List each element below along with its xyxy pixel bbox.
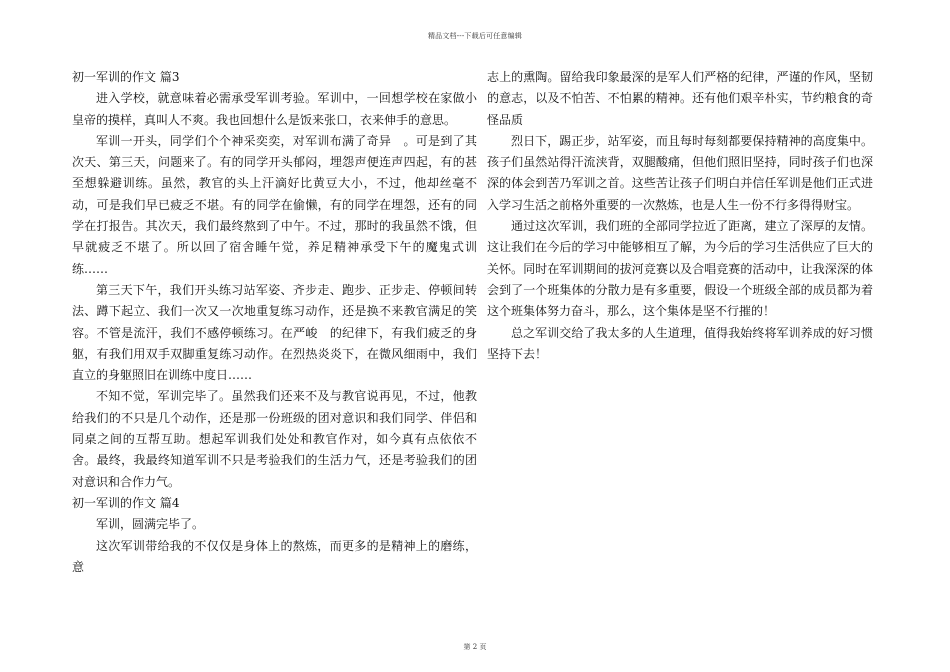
page-number: 第 2 页 (463, 643, 487, 651)
paragraph: 第三天下午，我们开头练习站军姿、齐步走、跑步、正步走、停顿间转法、蹲下起立、我们一次又一次地重复练习动作，还是换不来教官满足的笑容。不管是流汗，我们不感停顿练习。在严峻 的纪律下，有我们疲乏的身躯，有我们用双手双脚重复练习动作。在烈热炎炎下，在微风细雨中，我们直立的身躯照旧在训练中度日…… (72, 282, 477, 383)
paragraph: 这次军训带给我的不仅仅是身体上的熬炼，而更多的是精神上的磨练，意 (72, 538, 477, 574)
paragraph: 军训，圆满完毕了。 (96, 517, 205, 532)
paragraph: 总之军训交给了我太多的人生道理，值得我始终将军训养成的好习惯坚持下去！ (487, 325, 873, 361)
paragraph-continued: 志上的熏陶。留给我印象最深的是军人们严格的纪律，严谨的作风，坚韧的意志，以及不怕苦、不怕累的精神。还有他们艰辛朴实，节约粮食的奇怪品质 (487, 70, 873, 127)
essay-heading-4: 初一军训的作文 篇4 (72, 495, 180, 510)
paragraph: 不知不觉，军训完毕了。虽然我们还来不及与教官说再见，不过，他教给我们的不只是几个动作，还是那一份班级的团对意识和我们同学、伴侣和同桌之间的互帮互助。想起军训我们处处和教官作对，如今真有点依依不舍。最终，我最终知道军训不只是考验我们的生活力气，还是考验我们的团对意识和合作力气。 (72, 389, 477, 489)
right-column (487, 67, 873, 365)
paragraph: 军训一开头，同学们个个神采奕奕，对军训布满了奇异 。可是到了其次天、第三天，问题来了。有的同学开头郁闷，埋怨声便连声四起，有的甚至想躲避训练。虽然，教官的头上汗滴好比黄豆大小，不过，他却丝毫不动，可是我们早已疲乏不堪。有的同学在偷懒，有的同学在埋怨，还有的同学在打报告。其次天，我们最终熬到了中午。不过，那时的我虽然不饿，但早就疲乏不堪了。所以回了宿舍睡午觉，养足精神承受下午的魔鬼式训练…… (72, 133, 477, 276)
paragraph: 进入学校，就意味着必需承受军训考验。军训中，一回想学校在家做小皇帝的摸样，真叫人不爽。我也回想什么是饭来张口，衣来伸手的意思。 (72, 91, 477, 127)
page-header: 精品文档---下载后可任意编辑 (427, 32, 523, 40)
essay-heading-3: 初一军训的作文 篇3 (72, 70, 180, 84)
left-column (72, 67, 477, 578)
paragraph: 通过这次军训，我们班的全部同学拉近了距离，建立了深厚的友情。这让我们在今后的学习中能够相互了解，为今后的学习生活供应了巨大的关怀。同时在军训期间的拔河竞赛以及合唱竞赛的活动中，让我深深的体会到了一个班集体的分散力是有多重要，假设一个班级全部的成员都为着这个班集体努力奋斗，那么，这个集体是坚不行摧的！ (487, 219, 873, 319)
paragraph: 烈日下，踢正步，站军姿，而且每时每刻都要保持精神的高度集中。孩子们虽然站得汗流浃背，双腿酸痛，但他们照旧坚持，同时孩子们也深深的体会到苦乃军训之首。这些苦让孩子们明白并信任军训是他们正式进入学习生活之前格外重要的一次熬炼，也是人生一份不行多得得财宝。 (487, 133, 873, 212)
